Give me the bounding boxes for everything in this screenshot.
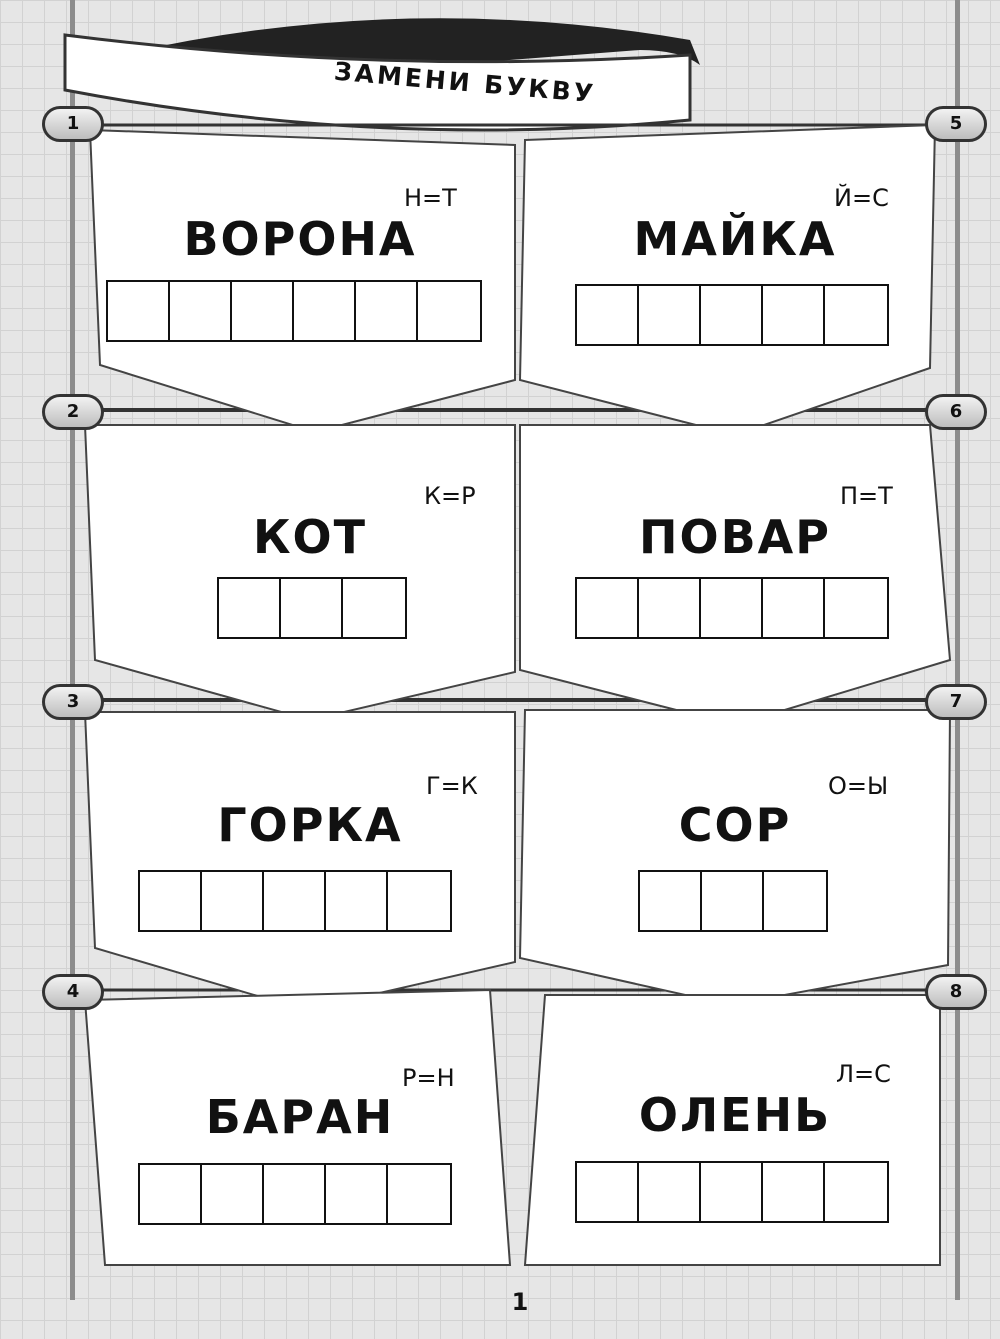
card-hint-7: О=Ы xyxy=(828,772,889,800)
card-word-4: БАРАН xyxy=(205,1090,395,1144)
answer-boxes-8 xyxy=(575,1161,889,1223)
card-shape-3 xyxy=(85,712,515,1010)
letter-box[interactable] xyxy=(140,1165,202,1223)
letter-box[interactable] xyxy=(825,579,887,637)
letter-box[interactable] xyxy=(701,286,763,344)
card-word-6: ПОВАР xyxy=(639,510,831,564)
letter-box[interactable] xyxy=(577,579,639,637)
letter-box[interactable] xyxy=(264,872,326,930)
letter-box[interactable] xyxy=(825,286,887,344)
letter-box[interactable] xyxy=(356,282,418,340)
card-shape-5 xyxy=(520,125,935,435)
letter-box[interactable] xyxy=(294,282,356,340)
letter-box[interactable] xyxy=(639,286,701,344)
letter-box[interactable] xyxy=(326,1165,388,1223)
card-word-3: ГОРКА xyxy=(217,798,403,852)
letter-box[interactable] xyxy=(343,579,405,637)
letter-box[interactable] xyxy=(701,1163,763,1221)
card-hint-4: Р=Н xyxy=(402,1064,455,1092)
letter-box[interactable] xyxy=(639,1163,701,1221)
card-hint-1: Н=Т xyxy=(404,184,457,212)
letter-box[interactable] xyxy=(108,282,170,340)
letter-box[interactable] xyxy=(418,282,480,340)
answer-boxes-7 xyxy=(638,870,828,932)
letter-box[interactable] xyxy=(639,579,701,637)
letter-box[interactable] xyxy=(281,579,343,637)
card-number-7: 7 xyxy=(925,684,987,720)
answer-boxes-4 xyxy=(138,1163,452,1225)
card-number-3: 3 xyxy=(42,684,104,720)
letter-box[interactable] xyxy=(388,872,450,930)
card-number-2: 2 xyxy=(42,394,104,430)
card-shape-6 xyxy=(520,425,950,725)
letter-box[interactable] xyxy=(170,282,232,340)
card-shape-7 xyxy=(520,710,950,1005)
letter-box[interactable] xyxy=(202,1165,264,1223)
card-hint-2: К=Р xyxy=(424,482,476,510)
worksheet-title: ЗАМЕНИ БУКВУ xyxy=(332,56,598,109)
card-hint-8: Л=С xyxy=(836,1060,891,1088)
letter-box[interactable] xyxy=(388,1165,450,1223)
letter-box[interactable] xyxy=(701,579,763,637)
card-number-8: 8 xyxy=(925,974,987,1010)
letter-box[interactable] xyxy=(763,579,825,637)
answer-boxes-2 xyxy=(217,577,407,639)
letter-box[interactable] xyxy=(764,872,826,930)
letter-box[interactable] xyxy=(763,1163,825,1221)
card-word-5: МАЙКА xyxy=(633,212,837,266)
answer-boxes-3 xyxy=(138,870,452,932)
card-hint-5: Й=С xyxy=(834,184,889,212)
letter-box[interactable] xyxy=(577,1163,639,1221)
letter-box[interactable] xyxy=(202,872,264,930)
card-word-2: КОТ xyxy=(252,510,368,564)
card-hint-3: Г=К xyxy=(426,772,478,800)
letter-box[interactable] xyxy=(763,286,825,344)
letter-box[interactable] xyxy=(702,872,764,930)
card-number-6: 6 xyxy=(925,394,987,430)
letter-box[interactable] xyxy=(232,282,294,340)
card-number-1: 1 xyxy=(42,106,104,142)
letter-box[interactable] xyxy=(219,579,281,637)
card-shape-2 xyxy=(85,425,515,720)
letter-box[interactable] xyxy=(264,1165,326,1223)
card-word-7: СОР xyxy=(678,798,792,852)
card-hint-6: П=Т xyxy=(840,482,893,510)
answer-boxes-5 xyxy=(575,284,889,346)
letter-box[interactable] xyxy=(825,1163,887,1221)
answer-boxes-6 xyxy=(575,577,889,639)
letter-box[interactable] xyxy=(577,286,639,344)
page-number: 1 xyxy=(511,1288,529,1316)
card-number-4: 4 xyxy=(42,974,104,1010)
answer-boxes-1 xyxy=(106,280,482,342)
card-word-1: ВОРОНА xyxy=(183,212,417,266)
card-word-8: ОЛЕНЬ xyxy=(638,1088,832,1142)
letter-box[interactable] xyxy=(326,872,388,930)
letter-box[interactable] xyxy=(640,872,702,930)
card-number-5: 5 xyxy=(925,106,987,142)
letter-box[interactable] xyxy=(140,872,202,930)
